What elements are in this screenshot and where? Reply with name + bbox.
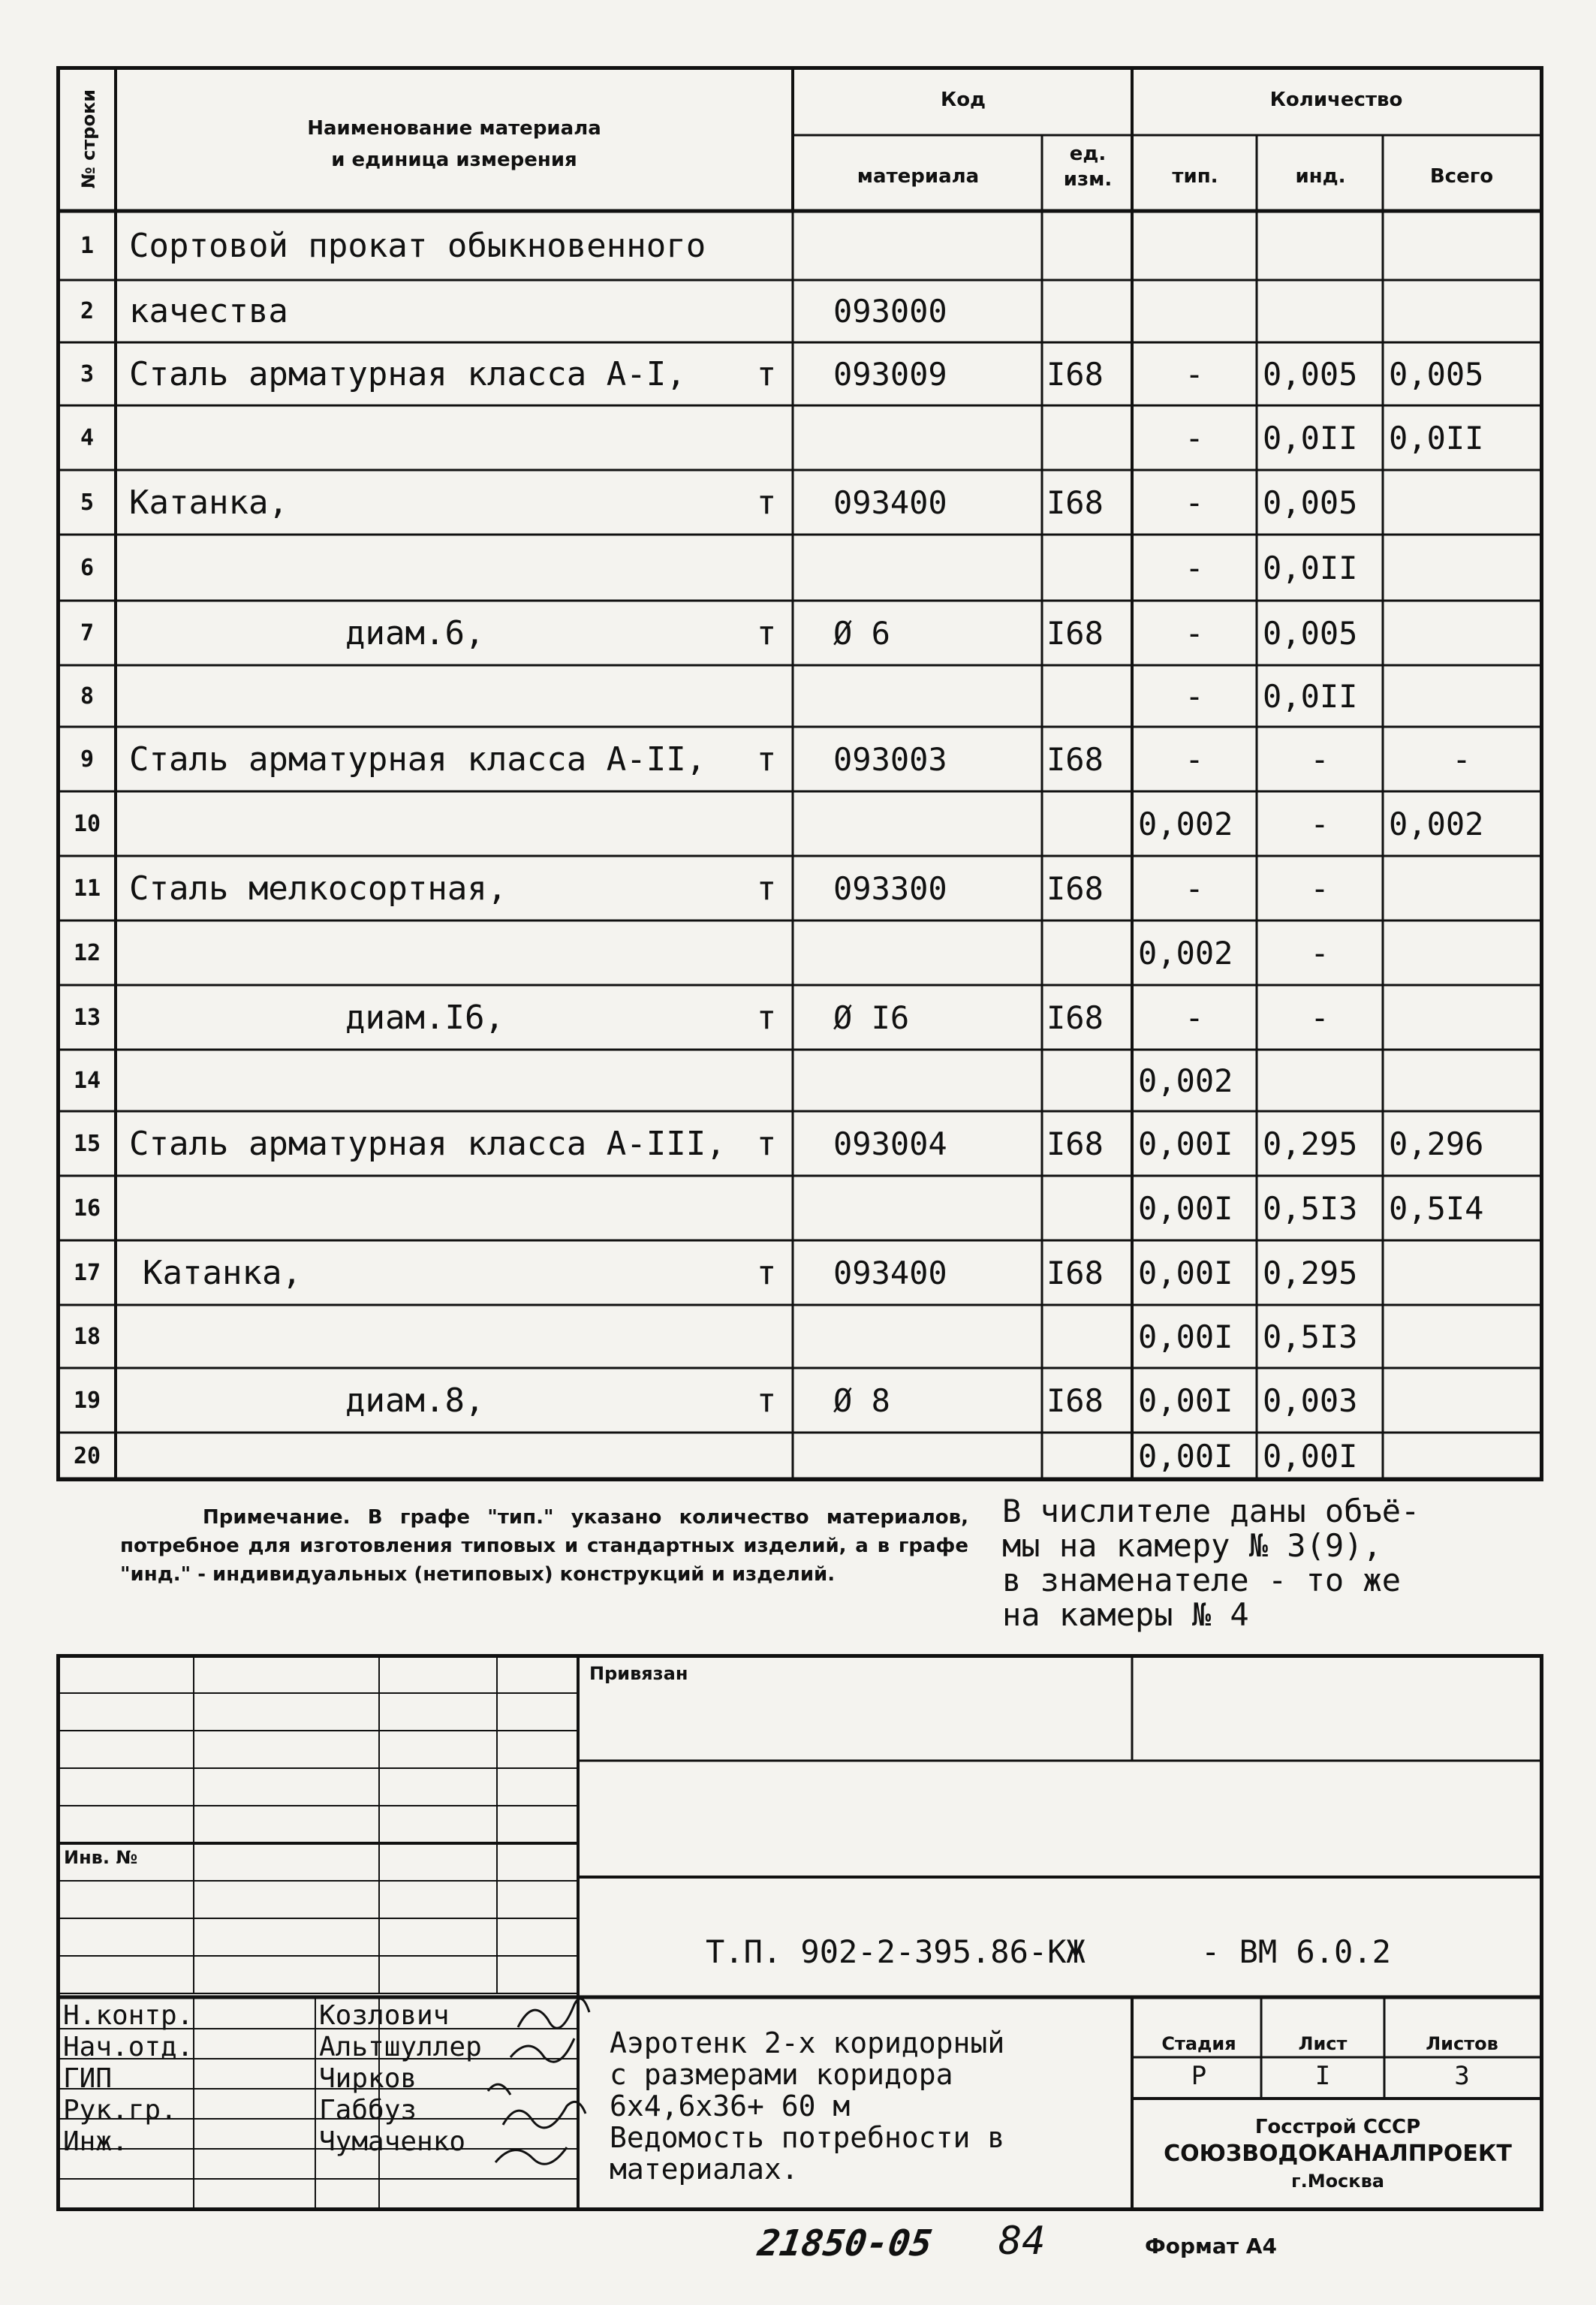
unit-code: I68 xyxy=(1046,484,1104,521)
material-code xyxy=(796,920,1039,985)
qty-total xyxy=(1386,1240,1537,1305)
unit-code: I68 xyxy=(1046,999,1104,1036)
measure-unit xyxy=(748,1050,785,1111)
unit-code xyxy=(1045,665,1129,727)
qty-typ: - xyxy=(1185,549,1204,586)
material-code xyxy=(796,1305,1039,1368)
qty-ind: 0,005 xyxy=(1263,614,1358,652)
material-code: 093300 xyxy=(833,869,947,907)
material-code: Ø 6 xyxy=(833,614,890,652)
unit-code: I68 xyxy=(1046,614,1104,652)
qty-typ: 0,00I xyxy=(1138,1254,1233,1291)
row-number: 1 xyxy=(80,232,95,259)
qty-typ: - xyxy=(1185,419,1204,456)
row-number: 19 xyxy=(73,1387,101,1414)
sheets-label: Листов xyxy=(1426,2033,1498,2054)
unit-code: I68 xyxy=(1046,355,1104,393)
row-number: 11 xyxy=(73,875,101,902)
qty-total xyxy=(1386,1305,1537,1368)
qty-ind: 0,5I3 xyxy=(1263,1318,1358,1355)
signer-name: Чирков xyxy=(319,2063,417,2094)
measure-unit: т xyxy=(756,740,777,779)
sheet-label: Лист xyxy=(1298,2033,1348,2054)
qty-ind: 0,005 xyxy=(1263,355,1358,393)
measure-unit: т xyxy=(756,1253,777,1292)
row-number: 9 xyxy=(80,746,95,773)
row-number: 20 xyxy=(73,1442,101,1469)
material-name: Сталь арматурная класса А-I, xyxy=(129,354,686,393)
material-name xyxy=(120,665,745,727)
qty-typ: 0,00I xyxy=(1138,1125,1233,1162)
material-name: диам.6, xyxy=(345,613,485,652)
qty-typ: - xyxy=(1185,869,1204,907)
attached-label: Привязан xyxy=(589,1663,688,1684)
unit-code: I68 xyxy=(1046,1381,1104,1419)
row-number: 4 xyxy=(80,424,95,451)
measure-unit xyxy=(748,535,785,601)
material-code xyxy=(796,1176,1039,1240)
row-number: 16 xyxy=(73,1195,101,1222)
header-code-material: материала xyxy=(857,165,980,188)
inventory-number-label: Инв. № xyxy=(64,1847,138,1868)
qty-ind: - xyxy=(1310,805,1329,842)
printed-note: Примечание. В графе "тип." указано количество материалов, потребное для изготовления типовых и стандартных изделий, а в графе "инд." - индивидуальных (нетиповых) конструкций и изделий. xyxy=(120,1506,968,1586)
header-qty-ind: инд. xyxy=(1295,165,1346,188)
material-name: диам.8, xyxy=(345,1381,485,1420)
qty-total xyxy=(1386,601,1537,665)
qty-ind: 0,295 xyxy=(1263,1254,1358,1291)
measure-unit xyxy=(748,1176,785,1240)
material-name xyxy=(120,920,745,985)
qty-typ: - xyxy=(1185,999,1204,1036)
row-number: 12 xyxy=(73,939,101,966)
material-code: 093004 xyxy=(833,1125,947,1162)
qty-ind: 0,0II xyxy=(1263,419,1358,456)
material-name: качества xyxy=(129,292,288,330)
qty-total xyxy=(1386,280,1537,342)
unit-code xyxy=(1045,1305,1129,1368)
measure-unit: т xyxy=(756,869,777,908)
measure-unit xyxy=(748,1305,785,1368)
unit-code: I68 xyxy=(1046,1254,1104,1291)
header-qty-total: Всего xyxy=(1429,165,1494,188)
unit-code xyxy=(1045,1050,1129,1111)
qty-ind: - xyxy=(1310,869,1329,907)
header-name: Наименование материала и единица измерения xyxy=(307,117,601,171)
sheet-value: I xyxy=(1314,2061,1331,2091)
qty-ind xyxy=(1260,1050,1380,1111)
stage-value: Р xyxy=(1191,2061,1207,2091)
measure-unit: т xyxy=(756,1381,777,1420)
signer-name: Альтшуллер xyxy=(319,2032,482,2062)
unit-code xyxy=(1045,280,1129,342)
document-designation: Т.П. 902-2-395.86-КЖ xyxy=(706,1933,1086,1970)
signer-role: Н.контр. xyxy=(63,2000,194,2031)
qty-total: 0,005 xyxy=(1389,355,1484,393)
qty-total: - xyxy=(1452,740,1471,778)
signer-role: Инж. xyxy=(63,2126,128,2157)
qty-total: 0,296 xyxy=(1389,1125,1484,1162)
unit-code xyxy=(1045,211,1129,280)
qty-ind: 0,295 xyxy=(1263,1125,1358,1162)
unit-code xyxy=(1045,1176,1129,1240)
qty-total: 0,002 xyxy=(1389,805,1484,842)
material-name xyxy=(120,1305,745,1368)
row-number: 14 xyxy=(73,1067,101,1094)
unit-code xyxy=(1045,535,1129,601)
signer-role: ГИП xyxy=(63,2063,113,2094)
material-code xyxy=(796,535,1039,601)
row-number: 8 xyxy=(80,682,95,710)
qty-typ: - xyxy=(1185,614,1204,652)
material-code: 093009 xyxy=(833,355,947,393)
row-number: 17 xyxy=(73,1259,101,1286)
material-code xyxy=(796,1050,1039,1111)
qty-ind: 0,5I3 xyxy=(1263,1189,1358,1227)
qty-total: 0,0II xyxy=(1389,419,1484,456)
measure-unit xyxy=(748,280,785,342)
unit-code xyxy=(1045,1433,1129,1479)
material-name xyxy=(120,1050,745,1111)
qty-ind xyxy=(1260,280,1380,342)
material-name xyxy=(120,1176,745,1240)
material-name xyxy=(120,1433,745,1479)
row-number: 7 xyxy=(80,619,95,646)
material-name: Сталь арматурная класса А-II, xyxy=(129,740,706,779)
row-number: 18 xyxy=(73,1323,101,1350)
row-number: 10 xyxy=(73,810,101,837)
row-number: 3 xyxy=(80,360,95,387)
unit-code xyxy=(1045,920,1129,985)
qty-ind: 0,0II xyxy=(1263,677,1358,715)
material-code: 093400 xyxy=(833,1254,947,1291)
qty-ind xyxy=(1260,211,1380,280)
qty-typ: 0,00I xyxy=(1138,1437,1233,1475)
qty-total xyxy=(1386,665,1537,727)
qty-typ: 0,00I xyxy=(1138,1318,1233,1355)
measure-unit xyxy=(748,1433,785,1479)
qty-ind: - xyxy=(1310,740,1329,778)
qty-total xyxy=(1386,535,1537,601)
qty-total xyxy=(1386,470,1537,535)
unit-code xyxy=(1045,791,1129,856)
qty-total xyxy=(1386,920,1537,985)
row-number: 13 xyxy=(73,1004,101,1031)
unit-code: I68 xyxy=(1046,869,1104,907)
qty-total xyxy=(1386,985,1537,1050)
unit-code xyxy=(1045,405,1129,470)
material-code xyxy=(796,791,1039,856)
sheet-code: - ВМ 6.0.2 xyxy=(1201,1933,1391,1970)
signer-role: Нач.отд. xyxy=(63,2032,194,2062)
header-row-number: № строки xyxy=(78,89,100,189)
qty-total xyxy=(1386,1433,1537,1479)
header-code: Код xyxy=(940,89,986,111)
material-name: Сталь мелкосортная, xyxy=(129,869,507,908)
qty-ind: 0,003 xyxy=(1263,1381,1358,1419)
sheets-value: 3 xyxy=(1454,2061,1470,2091)
row-number: 2 xyxy=(80,298,95,324)
unit-code: I68 xyxy=(1046,1125,1104,1162)
measure-unit: т xyxy=(756,998,777,1037)
material-name: диам.I6, xyxy=(345,998,504,1037)
page-number: 84 xyxy=(998,2219,1046,2264)
qty-typ: 0,002 xyxy=(1138,805,1233,842)
qty-ind: - xyxy=(1310,999,1329,1036)
qty-typ: 0,00I xyxy=(1138,1381,1233,1419)
stage-label: Стадия xyxy=(1161,2033,1236,2054)
paper-format: Формат А4 xyxy=(1145,2234,1277,2258)
material-code xyxy=(796,211,1039,280)
qty-ind: 0,005 xyxy=(1263,484,1358,521)
qty-total xyxy=(1386,856,1537,920)
material-code xyxy=(796,405,1039,470)
measure-unit xyxy=(748,920,785,985)
handwritten-note: В числителе даны объё- мы на камеру № 3(9), в знаменателе - то же на камеры № 4 xyxy=(1002,1493,1420,1633)
material-name xyxy=(120,535,745,601)
material-code: 093003 xyxy=(833,740,947,778)
measure-unit: т xyxy=(756,613,777,652)
qty-typ: - xyxy=(1185,484,1204,521)
header-qty-typ: тип. xyxy=(1172,165,1218,188)
material-name: Катанка, xyxy=(129,483,288,522)
drawing-title: Аэротенк 2-х коридорный с размерами коридора 6x4,6x36+ 60 м Ведомость потребности в материалах. xyxy=(610,2026,1005,2186)
measure-unit xyxy=(748,665,785,727)
material-name: Катанка, xyxy=(143,1253,302,1292)
archive-number: 21850-05 xyxy=(755,2222,935,2264)
material-name xyxy=(120,405,745,470)
material-code: Ø I6 xyxy=(833,999,910,1036)
qty-typ: 0,002 xyxy=(1138,1062,1233,1099)
signer-role: Рук.гр. xyxy=(63,2095,177,2126)
material-code: 093400 xyxy=(833,484,947,521)
signer-name: Чумаченко xyxy=(319,2126,466,2157)
row-number: 15 xyxy=(73,1130,101,1157)
material-code: Ø 8 xyxy=(833,1381,890,1419)
qty-typ: 0,002 xyxy=(1138,934,1233,972)
material-name: Сталь арматурная класса А-III, xyxy=(129,1124,726,1163)
material-code xyxy=(796,1433,1039,1479)
qty-ind: 0,00I xyxy=(1263,1437,1358,1475)
qty-ind: - xyxy=(1310,934,1329,972)
qty-typ xyxy=(1135,211,1254,280)
signer-name: Габбуз xyxy=(319,2095,417,2126)
qty-total xyxy=(1386,1050,1537,1111)
qty-typ: - xyxy=(1185,355,1204,393)
material-code: 093000 xyxy=(833,293,947,330)
material-code xyxy=(796,665,1039,727)
qty-ind: 0,0II xyxy=(1263,549,1358,586)
measure-unit xyxy=(748,405,785,470)
qty-total: 0,5I4 xyxy=(1389,1189,1484,1227)
header-quantity: Количество xyxy=(1269,89,1403,111)
qty-typ: - xyxy=(1185,740,1204,778)
measure-unit xyxy=(748,211,785,280)
row-number: 6 xyxy=(80,554,95,581)
material-name xyxy=(120,791,745,856)
measure-unit xyxy=(748,791,785,856)
qty-typ xyxy=(1135,280,1254,342)
measure-unit: т xyxy=(756,354,777,393)
material-name: Сортовой прокат обыкновенного xyxy=(129,226,706,265)
qty-typ: - xyxy=(1185,677,1204,715)
row-number: 5 xyxy=(80,489,95,516)
measure-unit: т xyxy=(756,1124,777,1163)
qty-total xyxy=(1386,1368,1537,1433)
measure-unit: т xyxy=(756,483,777,522)
qty-typ: 0,00I xyxy=(1138,1189,1233,1227)
header-code-unit: ед. изм. xyxy=(1063,143,1113,191)
qty-total xyxy=(1386,211,1537,280)
unit-code: I68 xyxy=(1046,740,1104,778)
organization-block: Госстрой СССР СОЮЗВОДОКАНАЛПРОЕКТ г.Москва xyxy=(1164,2116,1512,2192)
signer-name: Козлович xyxy=(319,2000,450,2031)
